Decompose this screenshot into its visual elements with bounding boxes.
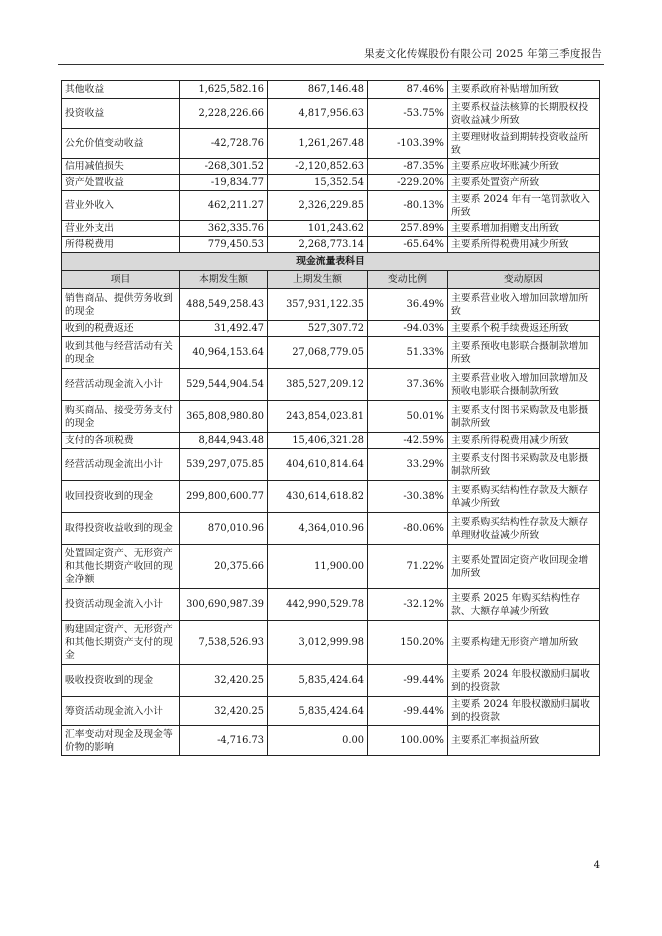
table-row — [62, 697, 600, 726]
cashflow-section-title: 现金流量表科目 — [62, 253, 600, 271]
row-item-name: 营业外收入 — [62, 191, 180, 221]
table-row — [62, 159, 600, 175]
cashflow-column-headers — [62, 271, 600, 289]
row-current-amount: 870,010.96 — [180, 513, 268, 545]
row-change-ratio: -32.12% — [368, 589, 448, 621]
row-item-name: 购建固定资产、无形资产和其他长期资产支付的现金 — [62, 621, 180, 665]
table-row — [62, 449, 600, 481]
row-change-reason: 主要系购买结构性存款及大额存单减少所致 — [448, 481, 600, 513]
table-row — [62, 321, 600, 337]
row-prior-amount: 15,406,321.28 — [268, 433, 368, 449]
row-item-name: 收到的税费返还 — [62, 321, 180, 337]
table-row — [62, 665, 600, 697]
row-change-reason: 主要系 2024 年有一笔罚款收入所致 — [448, 191, 600, 221]
row-current-amount: -19,834.77 — [180, 175, 268, 191]
row-change-reason: 主要系政府补贴增加所致 — [448, 81, 600, 99]
row-change-reason: 主要系营业收入增加回款增加所致 — [448, 289, 600, 321]
row-current-amount: 462,211.27 — [180, 191, 268, 221]
row-prior-amount: 867,146.48 — [268, 81, 368, 99]
table-row — [62, 369, 600, 401]
header-divider — [58, 64, 604, 65]
row-item-name: 所得税费用 — [62, 237, 180, 253]
row-change-ratio: -87.35% — [368, 159, 448, 175]
row-prior-amount: 5,835,424.64 — [268, 697, 368, 726]
report-header-title: 果麦文化传媒股份有限公司 2025 年第三季度报告 — [364, 48, 602, 60]
financial-table — [61, 80, 600, 756]
table-row — [62, 289, 600, 321]
row-current-amount: -42,728.76 — [180, 129, 268, 159]
column-header-change: 变动比例 — [368, 271, 448, 289]
row-change-reason: 主要系购买结构性存款及大额存单理财收益减少所致 — [448, 513, 600, 545]
row-prior-amount: 430,614,618.82 — [268, 481, 368, 513]
row-current-amount: 539,297,075.85 — [180, 449, 268, 481]
row-prior-amount: 527,307.72 — [268, 321, 368, 337]
row-change-ratio: -94.03% — [368, 321, 448, 337]
row-current-amount: 488,549,258.43 — [180, 289, 268, 321]
row-prior-amount: 11,900.00 — [268, 545, 368, 589]
row-prior-amount: 243,854,023.81 — [268, 401, 368, 433]
row-item-name: 投资收益 — [62, 99, 180, 129]
row-change-reason: 主要系个税手续费返还所致 — [448, 321, 600, 337]
cashflow-header — [62, 253, 600, 289]
row-current-amount: 7,538,526.93 — [180, 621, 268, 665]
row-current-amount: 362,335.76 — [180, 221, 268, 237]
table-row — [62, 221, 600, 237]
table-row — [62, 545, 600, 589]
row-prior-amount: 4,817,956.63 — [268, 99, 368, 129]
table-row — [62, 513, 600, 545]
row-change-reason: 主要系支付图书采购款及电影摄制款所致 — [448, 449, 600, 481]
row-current-amount: 300,690,987.39 — [180, 589, 268, 621]
row-current-amount: 2,228,226.66 — [180, 99, 268, 129]
row-change-ratio: 50.01% — [368, 401, 448, 433]
row-prior-amount: 27,068,779.05 — [268, 337, 368, 369]
table-row — [62, 129, 600, 159]
table-row — [62, 337, 600, 369]
row-current-amount: 299,800,600.77 — [180, 481, 268, 513]
row-change-reason: 主要系 2024 年股权激励归属收到的投资款 — [448, 697, 600, 726]
column-header-reason: 变动原因 — [448, 271, 600, 289]
row-change-reason: 主要系所得税费用减少所致 — [448, 237, 600, 253]
row-change-ratio: -99.44% — [368, 665, 448, 697]
row-change-reason: 主要系支付图书采购款及电影摄制款所致 — [448, 401, 600, 433]
row-current-amount: 20,375.66 — [180, 545, 268, 589]
row-change-reason: 主要系应收坏账减少所致 — [448, 159, 600, 175]
row-prior-amount: 404,610,814.64 — [268, 449, 368, 481]
row-item-name: 筹资活动现金流入小计 — [62, 697, 180, 726]
row-item-name: 经营活动现金流出小计 — [62, 449, 180, 481]
row-current-amount: 1,625,582.16 — [180, 81, 268, 99]
row-current-amount: 529,544,904.54 — [180, 369, 268, 401]
row-item-name: 购买商品、接受劳务支付的现金 — [62, 401, 180, 433]
row-item-name: 销售商品、提供劳务收到的现金 — [62, 289, 180, 321]
row-item-name: 取得投资收益收到的现金 — [62, 513, 180, 545]
column-header-prior: 上期发生额 — [268, 271, 368, 289]
row-change-reason: 主要系预收电影联合摄制款增加所致 — [448, 337, 600, 369]
row-item-name: 吸收投资收到的现金 — [62, 665, 180, 697]
row-current-amount: 31,492.47 — [180, 321, 268, 337]
table-row — [62, 237, 600, 253]
income-section — [62, 81, 600, 253]
row-current-amount: 365,808,980.80 — [180, 401, 268, 433]
table-row — [62, 726, 600, 756]
table-row — [62, 99, 600, 129]
row-change-reason: 主要系处置固定资产收回现金增加所致 — [448, 545, 600, 589]
row-change-reason: 主要系 2024 年股权激励归属收到的投资款 — [448, 665, 600, 697]
row-prior-amount: 4,364,010.96 — [268, 513, 368, 545]
row-change-ratio: 87.46% — [368, 81, 448, 99]
table-row — [62, 433, 600, 449]
row-current-amount: -4,716.73 — [180, 726, 268, 756]
table-row — [62, 621, 600, 665]
row-change-reason: 主要系增加捐赠支出所致 — [448, 221, 600, 237]
row-item-name: 其他收益 — [62, 81, 180, 99]
page-number: 4 — [593, 860, 600, 871]
row-change-reason: 主要系权益法核算的长期股权投资收益减少所致 — [448, 99, 600, 129]
row-current-amount: 40,964,153.64 — [180, 337, 268, 369]
row-prior-amount: 0.00 — [268, 726, 368, 756]
row-change-ratio: -53.75% — [368, 99, 448, 129]
row-prior-amount: 1,261,267.48 — [268, 129, 368, 159]
row-current-amount: 8,844,943.48 — [180, 433, 268, 449]
row-change-ratio: 37.36% — [368, 369, 448, 401]
row-prior-amount: 2,268,773.14 — [268, 237, 368, 253]
row-prior-amount: 15,352.54 — [268, 175, 368, 191]
row-item-name: 收回投资收到的现金 — [62, 481, 180, 513]
row-change-reason: 主要系构建无形资产增加所致 — [448, 621, 600, 665]
row-item-name: 汇率变动对现金及现金等价物的影响 — [62, 726, 180, 756]
row-prior-amount: 5,835,424.64 — [268, 665, 368, 697]
row-item-name: 支付的各项税费 — [62, 433, 180, 449]
row-prior-amount: 2,326,229.85 — [268, 191, 368, 221]
row-change-ratio: -80.13% — [368, 191, 448, 221]
row-prior-amount: 385,527,209.12 — [268, 369, 368, 401]
row-change-reason: 主要系汇率损益所致 — [448, 726, 600, 756]
row-change-ratio: -80.06% — [368, 513, 448, 545]
row-change-reason: 主要系 2025 年购买结构性存款、大额存单减少所致 — [448, 589, 600, 621]
row-current-amount: 32,420.25 — [180, 665, 268, 697]
table-row — [62, 191, 600, 221]
row-prior-amount: 3,012,999.98 — [268, 621, 368, 665]
table-row — [62, 589, 600, 621]
table-row — [62, 175, 600, 191]
row-item-name: 信用减值损失 — [62, 159, 180, 175]
column-header-current: 本期发生额 — [180, 271, 268, 289]
row-change-ratio: -103.39% — [368, 129, 448, 159]
row-change-ratio: -30.38% — [368, 481, 448, 513]
row-change-ratio: 71.22% — [368, 545, 448, 589]
row-change-reason: 主要系营业收入增加回款增加及预收电影联合摄制款所致 — [448, 369, 600, 401]
table-row — [62, 401, 600, 433]
row-item-name: 公允价值变动收益 — [62, 129, 180, 159]
row-prior-amount: 442,990,529.78 — [268, 589, 368, 621]
row-item-name: 资产处置收益 — [62, 175, 180, 191]
row-item-name: 经营活动现金流入小计 — [62, 369, 180, 401]
row-change-ratio: 150.20% — [368, 621, 448, 665]
table-row — [62, 481, 600, 513]
row-item-name: 投资活动现金流入小计 — [62, 589, 180, 621]
row-prior-amount: 101,243.62 — [268, 221, 368, 237]
row-prior-amount: -2,120,852.63 — [268, 159, 368, 175]
row-prior-amount: 357,931,122.35 — [268, 289, 368, 321]
row-item-name: 营业外支出 — [62, 221, 180, 237]
row-change-ratio: 100.00% — [368, 726, 448, 756]
cashflow-section — [62, 289, 600, 756]
row-current-amount: 779,450.53 — [180, 237, 268, 253]
row-change-ratio: -65.64% — [368, 237, 448, 253]
row-item-name: 收到其他与经营活动有关的现金 — [62, 337, 180, 369]
row-change-reason: 主要理财收益到期转投资收益所致 — [448, 129, 600, 159]
column-header-item: 项目 — [62, 271, 180, 289]
row-change-ratio: 51.33% — [368, 337, 448, 369]
row-change-ratio: -99.44% — [368, 697, 448, 726]
row-change-reason: 主要系所得税费用减少所致 — [448, 433, 600, 449]
row-change-reason: 主要系处置资产所致 — [448, 175, 600, 191]
row-change-ratio: -229.20% — [368, 175, 448, 191]
table-row — [62, 81, 600, 99]
row-change-ratio: 36.49% — [368, 289, 448, 321]
row-change-ratio: -42.59% — [368, 433, 448, 449]
row-change-ratio: 257.89% — [368, 221, 448, 237]
row-change-ratio: 33.29% — [368, 449, 448, 481]
row-current-amount: -268,301.52 — [180, 159, 268, 175]
row-item-name: 处置固定资产、无形资产和其他长期资产收回的现金净额 — [62, 545, 180, 589]
row-current-amount: 32,420.25 — [180, 697, 268, 726]
